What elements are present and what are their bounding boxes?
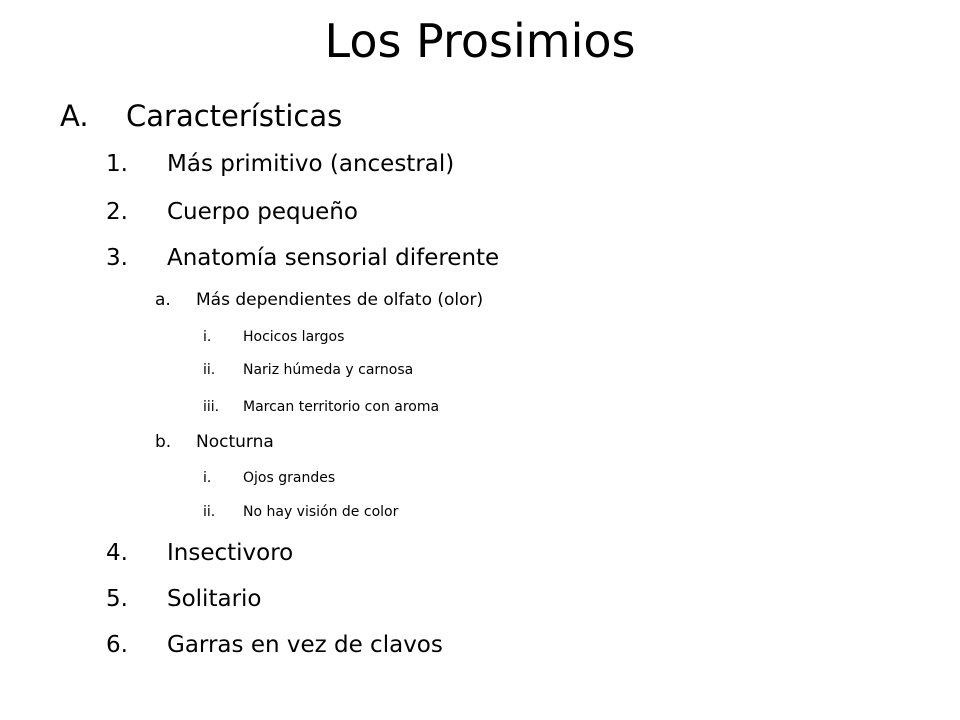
outline-marker: A.: [60, 99, 89, 133]
outline-label: Hocicos largos: [243, 329, 345, 345]
outline-label: Garras en vez de clavos: [167, 632, 443, 658]
outline-label: Características: [126, 99, 343, 133]
outline-marker: i.: [203, 329, 212, 345]
outline-marker: a.: [155, 290, 171, 310]
outline-label: Nocturna: [196, 432, 274, 452]
outline-label: No hay visión de color: [243, 504, 399, 520]
outline-label: Marcan territorio con aroma: [243, 399, 440, 415]
outline-marker: 2.: [106, 199, 128, 225]
outline-marker: 6.: [106, 632, 128, 658]
outline-marker: ii.: [203, 504, 216, 520]
outline-label: Anatomía sensorial diferente: [167, 245, 500, 271]
outline-label: Más dependientes de olfato (olor): [196, 290, 484, 310]
outline-marker: ii.: [203, 362, 216, 378]
outline-marker: 4.: [106, 540, 128, 566]
outline-marker: b.: [155, 432, 172, 452]
slide-title: Los Prosimios: [324, 14, 636, 68]
outline-label: Solitario: [167, 586, 262, 612]
outline-marker: 3.: [106, 245, 128, 271]
outline-label: Cuerpo pequeño: [167, 199, 358, 225]
outline-label: Más primitivo (ancestral): [167, 151, 455, 177]
outline-marker: iii.: [203, 399, 220, 415]
outline-label: Nariz húmeda y carnosa: [243, 362, 414, 378]
outline-marker: 5.: [106, 586, 128, 612]
outline-label: Ojos grandes: [243, 470, 336, 486]
outline-label: Insectivoro: [167, 540, 294, 566]
outline-marker: i.: [203, 470, 212, 486]
outline-marker: 1.: [106, 151, 128, 177]
